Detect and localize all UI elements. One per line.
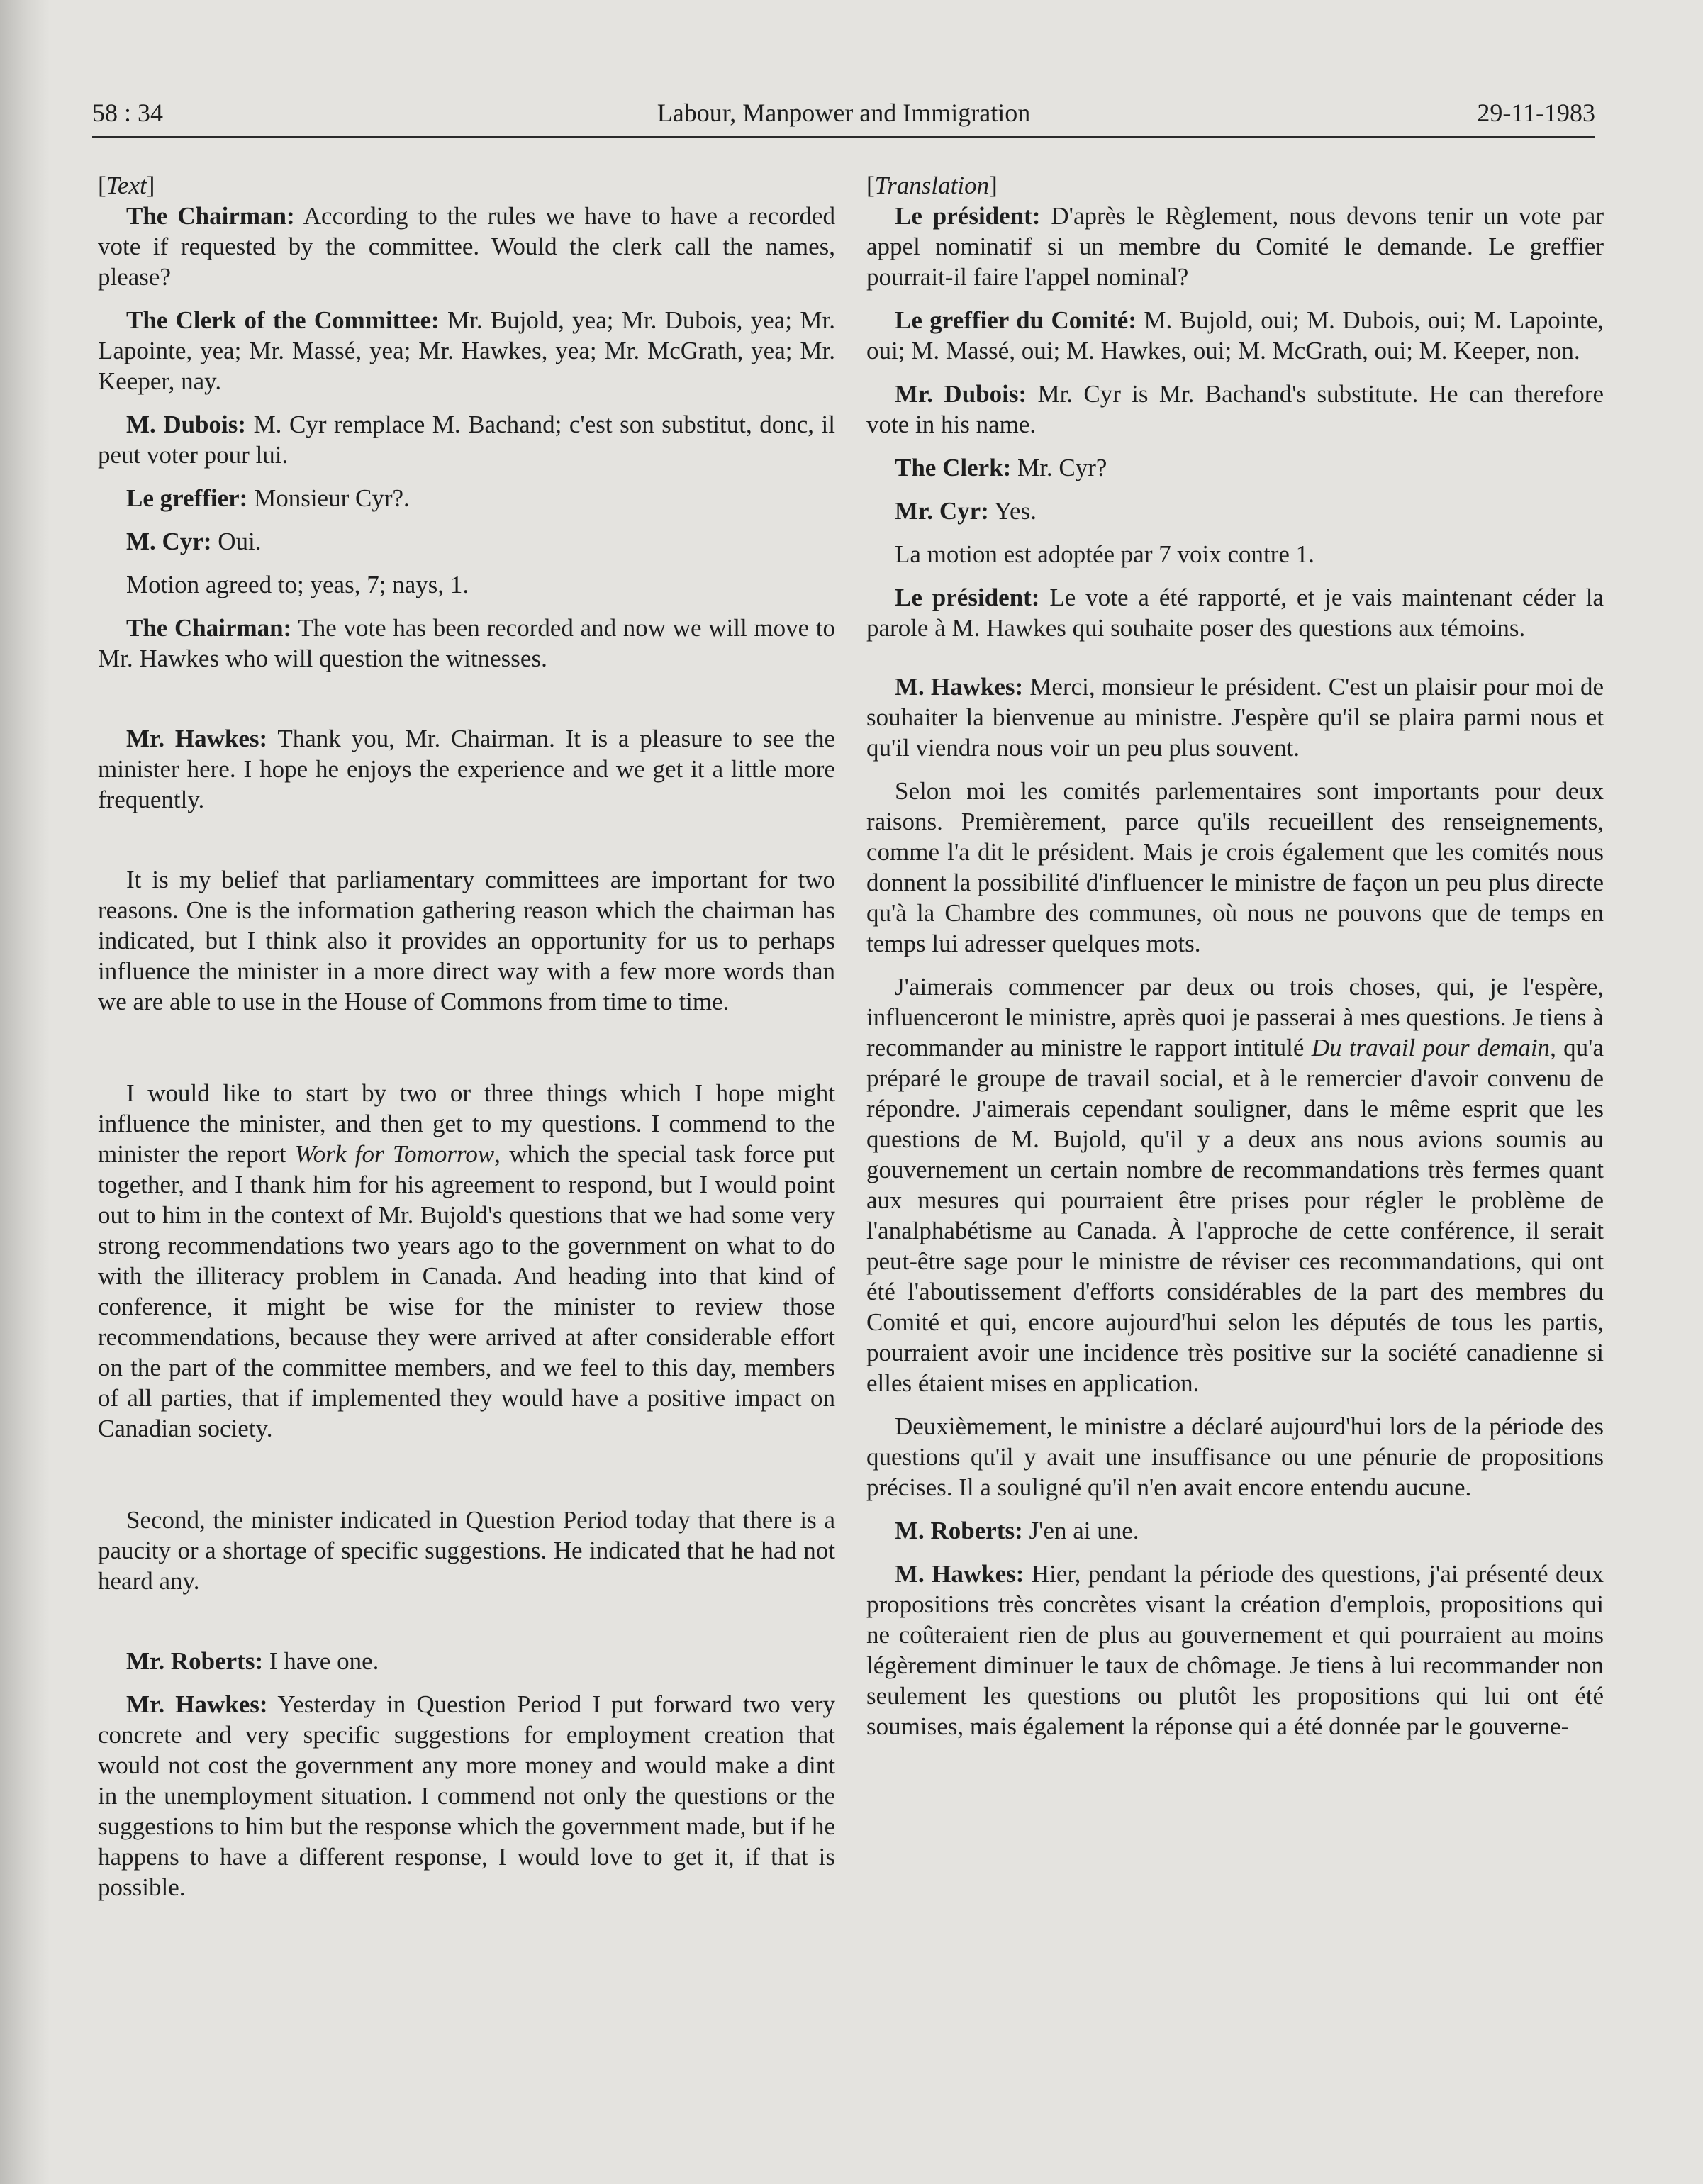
speaker-name: Le président: [895, 584, 1040, 611]
paragraph: M. Dubois: M. Cyr remplace M. Bachand; c'est son substitut, donc, il peut voter pour lui. [98, 411, 835, 469]
committee-title: Labour, Manpower and Immigration [657, 99, 1031, 127]
speaker-name: Mr. Roberts: [126, 1647, 264, 1675]
paragraph: M. Hawkes: Hier, pendant la période des questions, j'ai présenté deux propositions très concrètes visant la création d'emplois, propositions qui ne coûteraient rien de plus au gouvernement et qui pourraient au moins légèrement diminuer le taux de chômage. Je tiens à lui recommander non seulement les questions ou plutôt les propositions qui lui ont été soumises, mais également la réponse qui a été donnée par le gouverne- [866, 1560, 1604, 1740]
paragraph: J'aimerais commencer par deux ou trois choses, qui, je l'espère, influenceront le ministre, après quoi je passerai à mes questions. Je tiens à recommander au ministre le rapport intitulé Du travail pour demain, qu'a préparé le groupe de travail social, et à le remercier d'avoir convenu de répondre. J'aimerais cependant souligner, dans le même esprit que les questions de M. Bujold, qu'il y a deux ans nous avions soumis au gouvernement un certain nombre de recommandations très fermes quant aux mesures qui pourraient être prises pour régler le problème de l'analphabétisme au Canada. À l'approche de cette conférence, il serait peut-être sage pour le ministre de réviser ces recommandations, qui ont été l'aboutissement d'efforts considérables de la part des membres du Comité et qui, encore aujourd'hui selon les députés de tous les partis, pourraient avoir une incidence très positive sur la société canadienne si elles étaient mises en application. [866, 973, 1604, 1397]
paragraph: The Clerk of the Committee: Mr. Bujold, yea; Mr. Dubois, yea; Mr. Lapointe, yea; Mr. Massé, yea; Mr. Hawkes, yea; Mr. McGrath, yea; Mr. Keeper, nay. [98, 306, 835, 395]
paragraph: The Chairman: The vote has been recorded and now we will move to Mr. Hawkes who will question the witnesses. [98, 614, 836, 672]
speaker-name: Mr. Cyr: [895, 497, 989, 525]
paragraph: Selon moi les comités parlementaires sont importants pour deux raisons. Premièrement, parce qu'ils recueillent des renseignements, comme l'a dit le président. Mais je crois également que les comités nous donnent la possibilité d'influencer le ministre de façon un peu plus directe qu'à la Chambre des communes, où nous ne pouvons que de temps en temps lui adresser quelques mots. [866, 777, 1604, 957]
paragraph: I would like to start by two or three things which I hope might influence the minister, and then get to my questions. I commend to the minister the report Work for Tomorrow, which the special task force put together, and I thank him for his agreement to respond, but I would point out to him in the context of Mr. Bujold's questions that we had some very strong recommendations two years ago to the government on what to do with the illiteracy problem in Canada. And heading into that kind of conference, it might be wise for the minister to review those recommendations, because they were arrived at after considerable effort on the part of the committee members, and we feel to this day, members of all parties, that if implemented they would have a positive impact on Canadian society. [98, 1079, 835, 1442]
paragraph: Mr. Roberts: I have one. [126, 1647, 379, 1675]
paragraph: Le greffier du Comité: M. Bujold, oui; M. Dubois, oui; M. Lapointe, oui; M. Massé, oui; M. Hawkes, oui; M. McGrath, oui; M. Keeper, non. [866, 306, 1604, 364]
paragraph: Le président: Le vote a été rapporté, et je vais maintenant céder la parole à M. Hawkes qui souhaite poser des questions aux témoins. [866, 584, 1604, 642]
paragraph: Deuxièmement, le ministre a déclaré aujourd'hui lors de la période des questions qu'il y avait une insuffisance ou une pénurie de propositions précises. Il a souligné qu'il n'en avait encore entendu aucune. [866, 1413, 1604, 1501]
speaker-name: M. Hawkes: [895, 1560, 1024, 1588]
speaker-name: M. Roberts: [895, 1517, 1023, 1544]
speaker-name: The Clerk of the Committee: [126, 306, 440, 334]
paragraph: Mr. Cyr: Yes. [895, 497, 1037, 525]
speaker-name: M. Dubois: [126, 411, 247, 438]
paragraph: Mr. Hawkes: Thank you, Mr. Chairman. It is a pleasure to see the minister here. I hope he enjoys the experience and we get it a little more frequently. [98, 725, 835, 813]
speaker-name: Le greffier: [126, 484, 248, 512]
speaker-name: Le président: [895, 202, 1041, 230]
paragraph: Mr. Dubois: Mr. Cyr is Mr. Bachand's substitute. He can therefore vote in his name. [866, 380, 1604, 438]
paragraph: Second, the minister indicated in Question Period today that there is a paucity or a shortage of specific suggestions. He indicated that he had not heard any. [98, 1506, 835, 1595]
speaker-name: The Chairman: [126, 202, 295, 230]
paragraph: Le greffier: Monsieur Cyr?. [126, 484, 410, 512]
speaker-name: The Clerk: [895, 454, 1012, 481]
speaker-name: The Chairman: [126, 614, 292, 642]
report-title: Du travail pour demain [1311, 1034, 1551, 1062]
paragraph: The Clerk: Mr. Cyr? [895, 454, 1107, 481]
speaker-name: Mr. Hawkes: [126, 1690, 268, 1718]
speaker-name: Mr. Dubois: [895, 380, 1027, 408]
text-tag: [Text] [98, 172, 155, 199]
page-header [92, 94, 1595, 138]
paragraph: M. Roberts: J'en ai une. [895, 1517, 1139, 1544]
left-column-english [98, 170, 835, 1902]
motion-result: Motion agreed to; yeas, 7; nays, 1. [126, 571, 469, 598]
paragraph: The Chairman: According to the rules we have to have a recorded vote if requested by the committee. Would the clerk call the names, please? [98, 202, 836, 291]
paragraph: M. Cyr: Oui. [126, 528, 262, 555]
speaker-name: M. Hawkes: [895, 673, 1024, 701]
paragraph: It is my belief that parliamentary committees are important for two reasons. One is the information gathering reason which the chairman has indicated, but I think also it provides an opportunity for us to perhaps influence the minister in a more direct way with a few more words than we are able to use in the House of Commons from time to time. [98, 866, 835, 1015]
page-number: 58 : 34 [92, 99, 164, 127]
right-column-french [866, 170, 1604, 1742]
speaker-name: Mr. Hawkes: [126, 725, 268, 752]
paragraph: M. Hawkes: Merci, monsieur le président. C'est un plaisir pour moi de souhaiter la bienvenue au ministre. J'espère qu'il se plaira parmi nous et qu'il viendra nous voir un peu plus souvent. [866, 673, 1604, 762]
speaker-name: Le greffier du Comité: [895, 306, 1137, 334]
motion-result: La motion est adoptée par 7 voix contre 1. [895, 540, 1314, 568]
speaker-name: M. Cyr: [126, 528, 212, 555]
paragraph: Le président: D'après le Règlement, nous devons tenir un vote par appel nominatif si un membre du Comité le demande. Le greffier pourrait-il faire l'appel nominal? [866, 202, 1604, 291]
translation-tag: [Translation] [866, 172, 998, 199]
report-title: Work for Tomorrow [294, 1140, 495, 1168]
meeting-date: 29-11-1983 [1477, 99, 1595, 127]
paragraph: Mr. Hawkes: Yesterday in Question Period I put forward two very concrete and very specific suggestions for employment creation that would not cost the government any more money and would make a dint in the unemployment situation. I commend not only the questions or the suggestions to him but the response which the government made, but if he happens to have a different response, I would love to get it, if that is possible. [98, 1690, 836, 1901]
binding-shadow [0, 0, 50, 2184]
